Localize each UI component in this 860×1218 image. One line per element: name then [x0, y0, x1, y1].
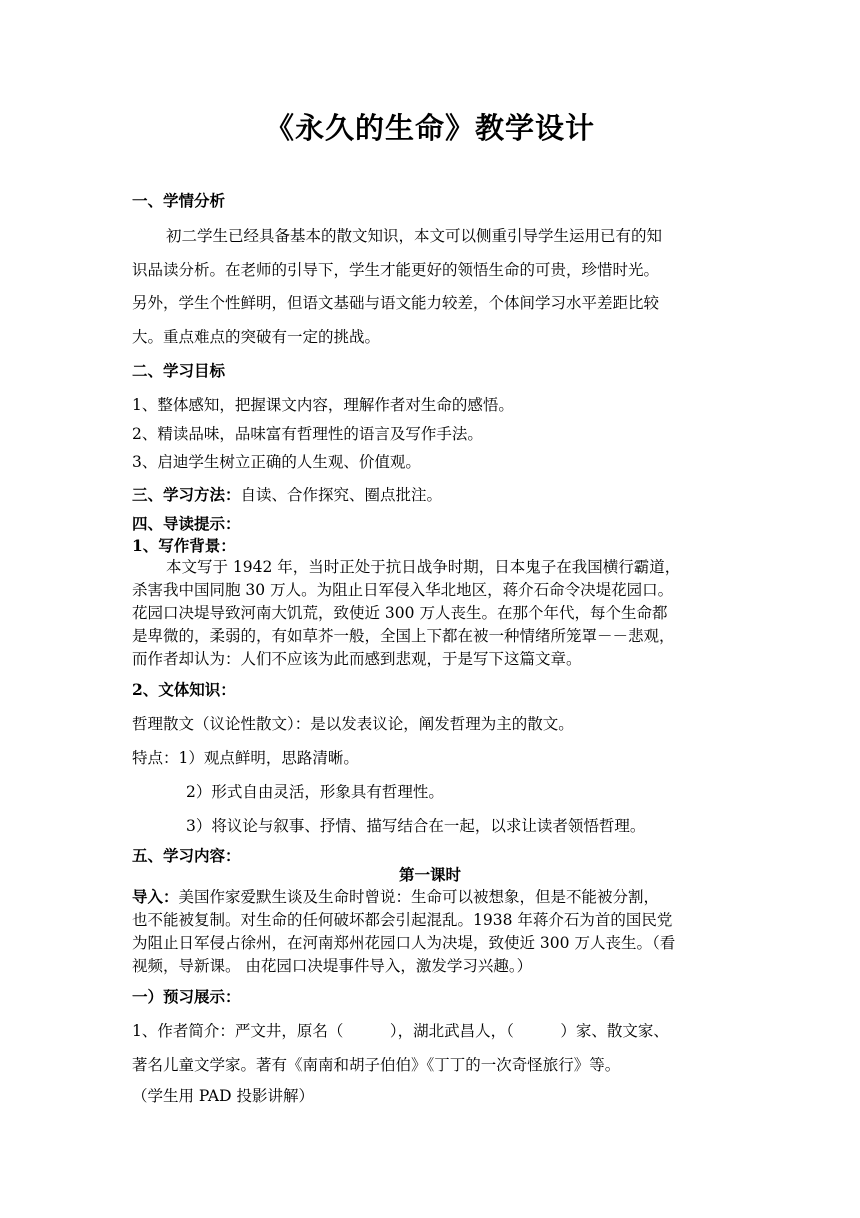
section-heading-guide: 四、导读提示：: [132, 514, 241, 533]
analysis-line: 大。重点难点的突破有一定的挑战。: [132, 328, 381, 346]
feature-item: 特点：1）观点鲜明，思路清晰。: [132, 749, 359, 767]
preview-note: （学生用 PAD 投影讲解）: [132, 1087, 314, 1105]
background-line: 而作者却认为：人们不应该为此而感到悲观，于是写下这篇文章。: [132, 650, 582, 668]
feature-item: 3）将议论与叙事、抒情、描写结合在一起，以求让读者领悟哲理。: [186, 817, 646, 835]
background-line: 是卑微的，柔弱的，有如草芥一般，全国上下都在被一种情绪所笼罩－－悲观，: [132, 627, 675, 645]
goal-item: 3、启迪学生树立正确的人生观、价值观。: [132, 453, 421, 471]
analysis-line: 另外，学生个性鲜明，但语文基础与语文能力较差，个体间学习水平差距比较: [132, 294, 660, 312]
subheading-genre: 2、文体知识：: [132, 680, 236, 699]
preview-line: 1、作者简介：严文井，原名（ ），湖北武昌人，（ ）家、散文家、: [132, 1022, 669, 1040]
feature-item: 2）形式自由灵活，形象具有哲理性。: [186, 783, 444, 801]
section-heading-methods: 三、学习方法：: [132, 485, 241, 504]
document-title: 《永久的生命》教学设计: [264, 111, 595, 145]
goal-item: 2、精读品味，品味富有哲理性的语言及写作手法。: [132, 425, 483, 443]
preview-heading: 一）预习展示：: [132, 987, 241, 1006]
section-heading-analysis: 一、学情分析: [132, 191, 226, 210]
preview-line: 著名儿童文学家。著有《南南和胡子伯伯》《丁丁的一次奇怪旅行》等。: [132, 1056, 621, 1074]
analysis-line: 识品读分析。在老师的引导下，学生才能更好的领悟生命的可贵，珍惜时光。: [132, 261, 660, 279]
goal-item: 1、整体感知，把握课文内容，理解作者对生命的感悟。: [132, 396, 514, 414]
intro-line: 为阻止日军侵占徐州，在河南郑州花园口人为决堤，致使近 300 万人丧生。（看: [132, 934, 676, 952]
intro-line: 也不能被复制。对生命的任何破坏都会引起混乱。1938 年蒋介石为首的国民党: [132, 911, 673, 929]
subheading-background: 1、写作背景：: [132, 536, 236, 555]
lesson-title: 第一课时: [398, 865, 461, 884]
background-line: 花园口决堤导致河南大饥荒，致使近 300 万人丧生。在那个年代，每个生命都: [132, 604, 668, 622]
methods-line: [132, 484, 442, 506]
section-heading-goals: 二、学习目标: [132, 361, 226, 380]
analysis-line: 初二学生已经具备基本的散文知识，本文可以侧重引导学生运用已有的知: [166, 227, 663, 245]
intro-label: 导入：: [132, 887, 179, 906]
genre-definition: 哲理散文（议论性散文）：是以发表议论，阐发哲理为主的散文。: [132, 715, 574, 733]
background-line: 杀害我中国同胞 30 万人。为阻止日军侵入华北地区，蒋介石命令决堤花园口。: [132, 581, 674, 599]
background-line: 本文写于 1942 年，当时正处于抗日战争时期，日本鬼子在我国横行霸道，: [166, 558, 681, 576]
methods-text: 自读、合作探究、圈点批注。: [240, 486, 443, 504]
section-heading-content: 五、学习内容：: [132, 846, 241, 865]
intro-line: [132, 886, 659, 908]
intro-line: 视频，导新课。 由花园口决堤事件导入，激发学习兴趣。）: [132, 957, 533, 975]
intro-text: 美国作家爱默生谈及生命时曾说：生命可以被想象，但是不能被分割，: [178, 888, 660, 906]
